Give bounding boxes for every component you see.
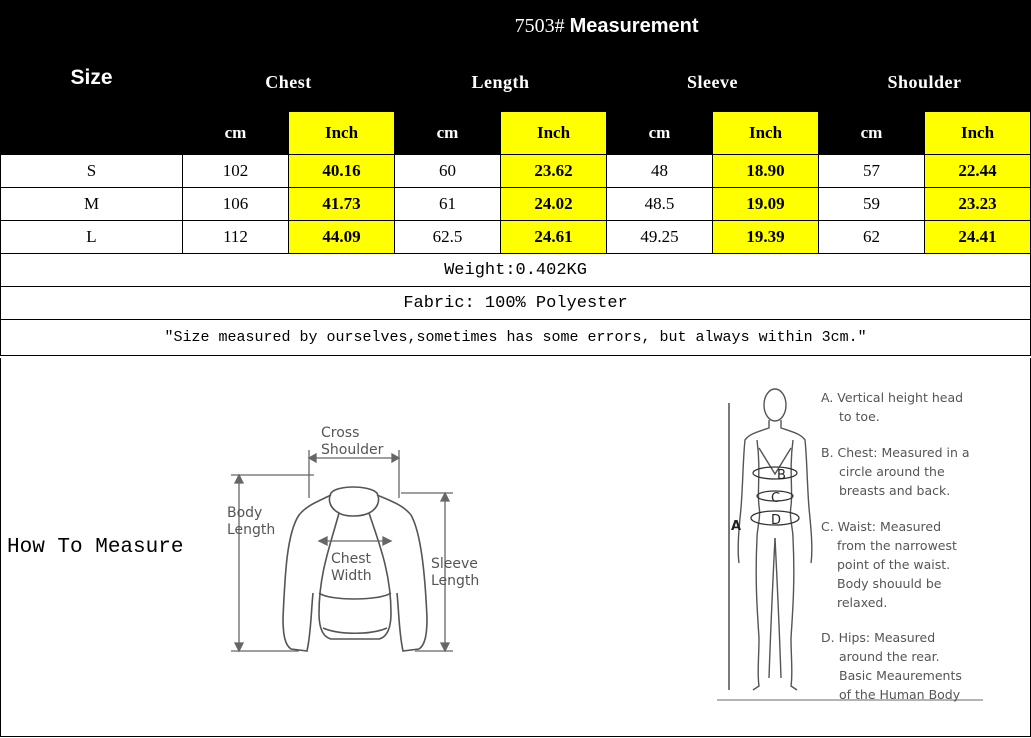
figure-note-line: from the narrowest bbox=[837, 538, 957, 553]
sleeve-length-label: Sleeve bbox=[431, 556, 478, 572]
size-header: Size bbox=[1, 1, 183, 155]
length-cm-cell: 61 bbox=[395, 188, 501, 221]
figure-note-line: Body shouuld be bbox=[837, 576, 942, 591]
figure-note-line: of the Human Body bbox=[839, 687, 961, 702]
size-cell: S bbox=[1, 155, 183, 188]
length-inch-cell: 23.62 bbox=[501, 155, 607, 188]
figure-note-line: breasts and back. bbox=[839, 483, 951, 498]
sleeve-inch-cell: 18.90 bbox=[713, 155, 819, 188]
figure-note-line: B. Chest: Measured in a bbox=[821, 445, 970, 460]
title-word: Measurement bbox=[569, 15, 699, 37]
unit-cm-header: cm bbox=[395, 112, 501, 155]
how-to-measure-label: How To Measure bbox=[7, 536, 184, 559]
sweater-diagram bbox=[219, 423, 499, 663]
chest-inch-cell: 44.09 bbox=[289, 221, 395, 254]
marker-a: A bbox=[731, 519, 742, 534]
body-length-label-2: Length bbox=[227, 522, 276, 538]
figure-note-line: point of the waist. bbox=[837, 557, 951, 572]
chest-width-label-2: Width bbox=[331, 568, 372, 584]
cross-shoulder-label-2: Shoulder bbox=[321, 442, 384, 458]
body-measurement-diagram bbox=[717, 378, 999, 708]
marker-b: B bbox=[777, 468, 786, 483]
fabric-text: Fabric: 100% Polyester bbox=[1, 287, 1031, 320]
size-cell: M bbox=[1, 188, 183, 221]
marker-d: D bbox=[771, 513, 782, 528]
shoulder-header: Shoulder bbox=[819, 53, 1031, 112]
unit-inch-header: Inch bbox=[713, 112, 819, 155]
chest-header: Chest bbox=[183, 53, 395, 112]
unit-inch-header: Inch bbox=[501, 112, 607, 155]
chest-cm-cell: 106 bbox=[183, 188, 289, 221]
marker-c: C bbox=[771, 491, 781, 506]
shoulder-cm-cell: 62 bbox=[819, 221, 925, 254]
sleeve-inch-cell: 19.39 bbox=[713, 221, 819, 254]
human-body-icon bbox=[738, 389, 812, 690]
sleeve-cm-cell: 49.25 bbox=[607, 221, 713, 254]
length-inch-cell: 24.61 bbox=[501, 221, 607, 254]
table-row bbox=[1, 221, 1031, 254]
unit-cm-header: cm bbox=[819, 112, 925, 155]
figure-note-line: Basic Meaurements bbox=[839, 668, 962, 683]
chest-inch-cell: 40.16 bbox=[289, 155, 395, 188]
chest-cm-cell: 112 bbox=[183, 221, 289, 254]
title-number: 7503# bbox=[514, 15, 565, 37]
unit-cm-header: cm bbox=[183, 112, 289, 155]
sleeve-header: Sleeve bbox=[607, 53, 819, 112]
shoulder-inch-cell: 24.41 bbox=[925, 221, 1031, 254]
chest-cm-cell: 102 bbox=[183, 155, 289, 188]
figure-note-line: D. Hips: Measured bbox=[821, 630, 936, 645]
how-to-measure-section bbox=[0, 358, 1031, 737]
sleeve-cm-cell: 48 bbox=[607, 155, 713, 188]
unit-cm-header: cm bbox=[607, 112, 713, 155]
sleeve-length-label-2: Length bbox=[431, 573, 480, 589]
shoulder-inch-cell: 23.23 bbox=[925, 188, 1031, 221]
cross-shoulder-label: Cross bbox=[321, 425, 360, 441]
chest-width-label: Chest bbox=[331, 551, 372, 567]
table-title bbox=[183, 1, 1031, 53]
size-table bbox=[0, 0, 1031, 356]
size-cell: L bbox=[1, 221, 183, 254]
length-cm-cell: 62.5 bbox=[395, 221, 501, 254]
table-row bbox=[1, 155, 1031, 188]
figure-note-line: relaxed. bbox=[837, 595, 888, 610]
weight-text: Weight:0.402KG bbox=[1, 254, 1031, 287]
figure-notes bbox=[821, 390, 970, 702]
figure-note-line: circle around the bbox=[839, 464, 945, 479]
body-length-label: Body bbox=[227, 505, 263, 521]
length-header: Length bbox=[395, 53, 607, 112]
chest-inch-cell: 41.73 bbox=[289, 188, 395, 221]
shoulder-cm-cell: 57 bbox=[819, 155, 925, 188]
shoulder-cm-cell: 59 bbox=[819, 188, 925, 221]
figure-note-line: around the rear. bbox=[839, 649, 940, 664]
length-cm-cell: 60 bbox=[395, 155, 501, 188]
sleeve-inch-cell: 19.09 bbox=[713, 188, 819, 221]
unit-inch-header: Inch bbox=[289, 112, 395, 155]
sleeve-cm-cell: 48.5 bbox=[607, 188, 713, 221]
size-note-text: "Size measured by ourselves,sometimes has some errors, but always within 3cm." bbox=[1, 320, 1031, 356]
figure-note-line: C. Waist: Measured bbox=[821, 519, 942, 534]
shoulder-inch-cell: 22.44 bbox=[925, 155, 1031, 188]
table-row bbox=[1, 188, 1031, 221]
unit-inch-header: Inch bbox=[925, 112, 1031, 155]
figure-note-line: A. Vertical height head bbox=[821, 390, 964, 405]
figure-note-line: to toe. bbox=[839, 409, 880, 424]
length-inch-cell: 24.02 bbox=[501, 188, 607, 221]
